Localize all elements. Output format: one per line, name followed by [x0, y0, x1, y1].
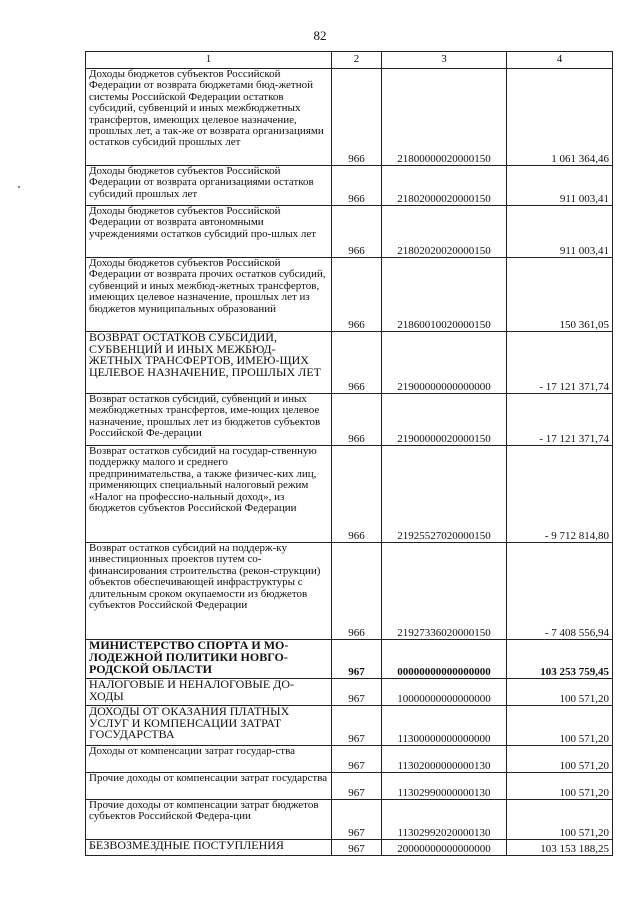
- row-description: ДОХОДЫ ОТ ОКАЗАНИЯ ПЛАТНЫХ УСЛУГ И КОМПЕНСАЦИИ ЗАТРАТ ГОСУДАРСТВА: [86, 706, 332, 746]
- classification-code: 21927336020000150: [382, 543, 507, 640]
- table-row: [86, 394, 613, 446]
- row-description: Прочие доходы от компенсации затрат бюджетов субъектов Российской Федера-ции: [86, 800, 332, 840]
- classification-code: 00000000000000000: [382, 640, 507, 679]
- classification-code: 21800000020000150: [382, 69, 507, 166]
- column-number-row: [86, 52, 613, 69]
- administrator-code: 966: [332, 446, 382, 543]
- classification-code: 11302000000000130: [382, 746, 507, 773]
- table-body: [86, 69, 613, 856]
- administrator-code: 966: [332, 332, 382, 394]
- column-header-4: 4: [507, 52, 613, 69]
- amount: 150 361,05: [507, 258, 613, 332]
- classification-code: 21802020020000150: [382, 206, 507, 258]
- administrator-code: 967: [332, 773, 382, 800]
- row-description: Доходы бюджетов субъектов Российской Федерации от возврата организациями остатков субсидий прошлых лет: [86, 166, 332, 206]
- classification-code: 21860010020000150: [382, 258, 507, 332]
- table-row: [86, 800, 613, 840]
- administrator-code: 967: [332, 706, 382, 746]
- classification-code: 20000000000000000: [382, 840, 507, 856]
- administrator-code: 966: [332, 206, 382, 258]
- amount: 103 153 188,25: [507, 840, 613, 856]
- amount: 911 003,41: [507, 166, 613, 206]
- amount: - 7 408 556,94: [507, 543, 613, 640]
- administrator-code: 967: [332, 746, 382, 773]
- table-row: [86, 543, 613, 640]
- administrator-code: 966: [332, 166, 382, 206]
- administrator-code: 967: [332, 679, 382, 706]
- classification-code: 21900000000000000: [382, 332, 507, 394]
- amount: 911 003,41: [507, 206, 613, 258]
- administrator-code: 966: [332, 543, 382, 640]
- table-row: [86, 746, 613, 773]
- classification-code: 10000000000000000: [382, 679, 507, 706]
- row-description: Доходы бюджетов субъектов Российской Федерации от возврата прочих остатков субсидий, субвенций и иных межбюд-жетных трансфертов, имеющих целевое назначение, прошлых лет из бюджетов муниципальных образований: [86, 258, 332, 332]
- row-description: БЕЗВОЗМЕЗДНЫЕ ПОСТУПЛЕНИЯ: [86, 840, 332, 856]
- classification-code: 11300000000000000: [382, 706, 507, 746]
- table-row: [86, 446, 613, 543]
- column-header-1: 1: [86, 52, 332, 69]
- administrator-code: 967: [332, 840, 382, 856]
- page-number: 82: [313, 28, 327, 43]
- amount: 103 253 759,45: [507, 640, 613, 679]
- row-description: НАЛОГОВЫЕ И НЕНАЛОГОВЫЕ ДО-ХОДЫ: [86, 679, 332, 706]
- classification-code: 21802000020000150: [382, 166, 507, 206]
- column-header-2: 2: [332, 52, 382, 69]
- table-row: [86, 206, 613, 258]
- amount: 100 571,20: [507, 706, 613, 746]
- amount: - 9 712 814,80: [507, 446, 613, 543]
- column-header-3: 3: [382, 52, 507, 69]
- table-header: [86, 52, 613, 69]
- revenue-table: [85, 51, 613, 856]
- amount: - 17 121 371,74: [507, 332, 613, 394]
- row-description: Доходы бюджетов субъектов Российской Федерации от возврата бюджетами бюд-жетной системы Российской Федерации остатков субсидий, субвенций и иных межбюджетных трансфертов, имеющих целевое назначение, прошлых лет, а так-же от возврата организациями остатков субсидий прошлых лет: [86, 69, 332, 166]
- row-description: Доходы бюджетов субъектов Российской Федерации от возврата автономными учреждениями остатков субсидий про-шлых лет: [86, 206, 332, 258]
- amount: 100 571,20: [507, 773, 613, 800]
- classification-code: 21925527020000150: [382, 446, 507, 543]
- row-description: ВОЗВРАТ ОСТАТКОВ СУБСИДИЙ, СУБВЕНЦИЙ И ИНЫХ МЕЖБЮД-ЖЕТНЫХ ТРАНСФЕРТОВ, ИМЕЮ-ЩИХ ЦЕЛЕВОЕ НАЗНАЧЕНИЕ, ПРОШЛЫХ ЛЕТ: [86, 332, 332, 394]
- table-row: [86, 166, 613, 206]
- table-row: [86, 840, 613, 856]
- administrator-code: 966: [332, 394, 382, 446]
- administrator-code: 966: [332, 258, 382, 332]
- amount: 100 571,20: [507, 746, 613, 773]
- administrator-code: 966: [332, 69, 382, 166]
- table-row: [86, 258, 613, 332]
- row-description: Возврат остатков субсидий на государ-ственную поддержку малого и среднего предпринимательства, а также физичес-ких лиц, применяющих специальный налоговый режим «Налог на профессио-нальный доход», из бюджетов субъектов Российской Федерации: [86, 446, 332, 543]
- amount: 100 571,20: [507, 800, 613, 840]
- administrator-code: 967: [332, 640, 382, 679]
- classification-code: 21900000020000150: [382, 394, 507, 446]
- table-row: [86, 332, 613, 394]
- row-description: МИНИСТЕРСТВО СПОРТА И МО-ЛОДЕЖНОЙ ПОЛИТИКИ НОВГО-РОДСКОЙ ОБЛАСТИ: [86, 640, 332, 679]
- table-row: [86, 69, 613, 166]
- row-description: Возврат остатков субсидий на поддерж-ку инвестиционных проектов путем со-финансирования строительства (рекон-струкции) объектов обеспечивающей инфраструктуры с длительным сроком окупаемости из бюджетов субъектов Российской Федерации: [86, 543, 332, 640]
- administrator-code: 967: [332, 800, 382, 840]
- amount: 1 061 364,46: [507, 69, 613, 166]
- table-row: [86, 640, 613, 679]
- amount: - 17 121 371,74: [507, 394, 613, 446]
- table-row: [86, 679, 613, 706]
- table-row: [86, 706, 613, 746]
- row-description: Возврат остатков субсидий, субвенций и иных межбюджетных трансфертов, име-ющих целевое назначение, прошлых лет из бюджетов субъектов Российской Фе-дерации: [86, 394, 332, 446]
- margin-mark: [18, 186, 20, 188]
- row-description: Прочие доходы от компенсации затрат государства: [86, 773, 332, 800]
- amount: 100 571,20: [507, 679, 613, 706]
- table-row: [86, 773, 613, 800]
- row-description: Доходы от компенсации затрат государ-ства: [86, 746, 332, 773]
- classification-code: 11302992020000130: [382, 800, 507, 840]
- classification-code: 11302990000000130: [382, 773, 507, 800]
